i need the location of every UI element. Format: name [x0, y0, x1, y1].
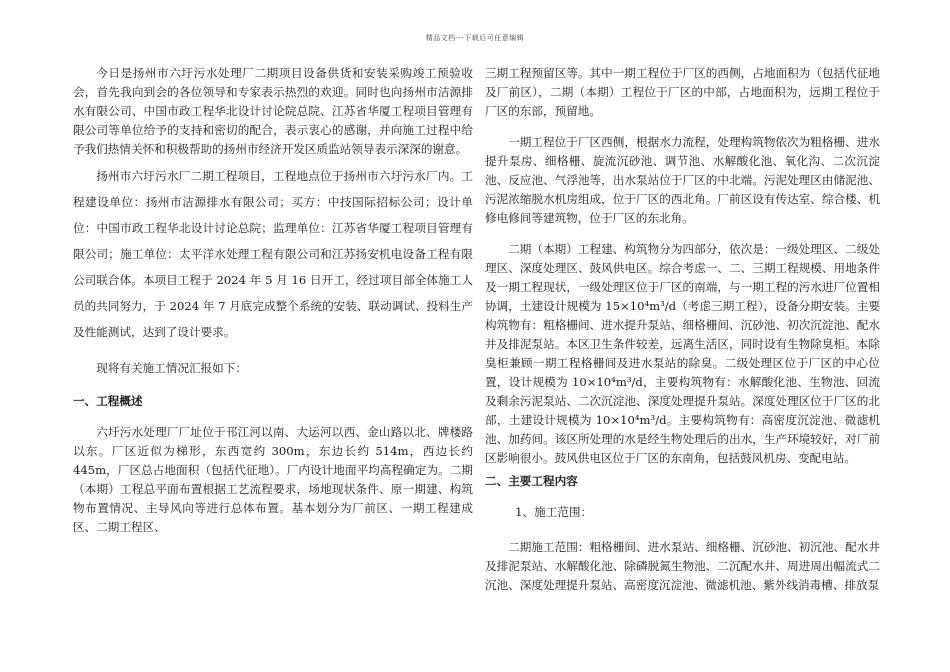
overview-paragraph: 六圩污水处理厂厂址位于邗江河以南、大运河以西、金山路以北、牌楼路以东。厂区近似为梯形，东西宽约 300m，东边长约 514m，西边长约 445m，厂区总占地面积（包括代征地）。厂内设计地面平均高程确定为。二期（本期）工程总平面布置根据工艺流程要求，场地现状条件、原一期建、构筑物布置情况、主导风向等进行总体布置。基本划分为厂前区、一期工程建成区、二期工程区、: [73, 425, 473, 534]
continued-paragraph: 三期工程预留区等。其中一期工程位于厂区的西侧，占地面积为（包括代征地及厂前区），二期（本期）工程位于厂区的中部，占地面积为，远期工程位于厂区的东部，预留地。: [485, 66, 880, 118]
intro-paragraph: 今日是扬州市六圩污水处理厂二期项目设备供货和安装采购竣工预验收会，首先我向到会的各位领导和专家表示热烈的欢迎。同时也向扬州市洁源排水有限公司、中国市政工程华北设计讨论院总院、江苏省华厦工程项目管理有限公司等单位给予的支持和密切的配合，表示衷心的感谢，并向施工过程中给予我们热情关怀和积极帮助的扬州市经济开发区质监站领导表示深深的谢意。: [73, 66, 473, 156]
section-heading-main-work: 二、主要工程内容: [485, 474, 578, 488]
right-column: [485, 64, 880, 595]
phase-two-paragraph: 二期（本期）工程建、构筑物分为四部分，依次是：一级处理区、二级处理区、深度处理区、鼓风供电区。综合考虑一、二、三期工程规模、用地条件及一期工程现状，一级处理区位于厂区的南端，与一期工程的污水进厂位置相协调，土建设计规模为 15×10⁴m³/d（考虑三期工程），设备分期安装。主要构筑物有：粗格栅间、进水提升泵站、细格栅间、沉砂池、初次沉淀池、配水井及排泥泵站。本区卫生条件较差，远离生活区，同时设有生物除臭柜。本除臭柜兼顾一期工程格栅间及进水泵站的除臭。二级处理区位于厂区的中心位置，设计规模为 10×10⁴m³/d，主要构筑物有：水解酸化池、生物池、回流及剩余污泥泵站、二次沉淀池、深度处理提升泵站。深度处理区位于厂区的北部，土建设计规模为 10×10⁴m³/d。主要构筑物有：高密度沉淀池、微滤机池、加药间。该区所处理的水是经生物处理后的出水，生产环境较好，对厂前区影响很小。鼓风供电区位于厂区的东南角，包括鼓风机房、变配电站。: [485, 242, 880, 465]
subsection-heading-scope: 1、施工范围：: [515, 505, 593, 519]
left-column: [73, 64, 473, 537]
scope-paragraph: 二期施工范围：粗格栅间、进水泵站、细格栅、沉砂池、初沉池、配水井及排泥泵站、水解酸化池、除磷脱氮生物池、二沉配水井、周进周出幅流式二沉池、深度处理提升泵站、高密度沉淀池、微滤机池、紫外线消毒槽、排放泵: [485, 540, 880, 592]
page-header-watermark: 精品文档---下载后可任意编辑: [425, 34, 525, 42]
project-info-paragraph: 扬州市六圩污水厂二期工程项目，工程地点位于扬州市六圩污水厂内。工程建设单位：扬州市洁源排水有限公司；买方：中技国际招标公司；设计单位：中国市政工程华北设计讨论总院；监理单位：江苏省华厦工程项目管理有限公司；施工单位：太平洋水处理工程有限公司和江苏扬安机电设备工程有限公司联合体。本项目工程于 2024 年 5 月 16 日开工，经过项目部全体施工人员的共同努力，于 2024 年 7 月底完成整个系统的安装、联动调试、投料生产及性能测试，达到了设计要求。: [73, 169, 473, 339]
report-lead-paragraph: 现将有关施工情况汇报如下：: [96, 361, 247, 375]
phase-one-paragraph: 一期工程位于厂区西侧，根据水力流程，处理构筑物依次为粗格栅、进水提升泵房、细格栅、旋流沉砂池、调节池、水解酸化池、氧化沟、二次沉淀池、反应池、气浮池等，出水泵站位于厂区的中北端。污泥处理区由储泥池、污泥浓缩脱水机房组成，位于厂区的西北角。厂前区设有传达室、综合楼、机修电修间等建筑物，位于厂区的东北角。: [485, 135, 880, 225]
section-heading-overview: 一、工程概述: [73, 394, 143, 408]
